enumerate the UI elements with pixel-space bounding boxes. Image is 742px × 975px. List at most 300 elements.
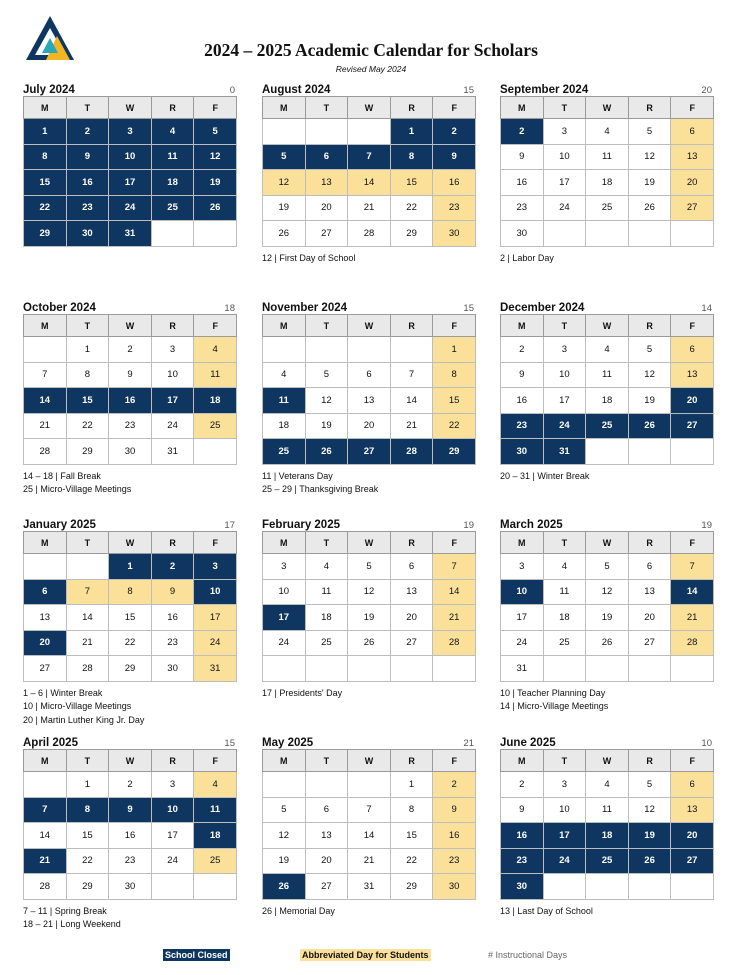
week-row [501,119,714,145]
week-row [501,221,714,247]
day-cell: 2 [433,772,476,798]
weekday-header: T [305,750,348,772]
day-cell [433,656,476,682]
day-cell [348,337,391,363]
day-cell [348,119,391,145]
day-cell [263,772,306,798]
week-row [24,605,237,631]
day-cell: 11 [151,144,194,170]
day-cell: 19 [628,170,671,196]
weekday-header: W [348,97,391,119]
day-cell: 12 [263,823,306,849]
day-cell: 11 [543,579,586,605]
day-cell: 1 [390,772,433,798]
day-cell: 23 [501,413,544,439]
weekday-row [263,750,476,772]
month-block [500,301,714,483]
day-cell: 29 [390,221,433,247]
weekday-header: F [194,750,237,772]
day-cell: 9 [109,362,152,388]
day-cell: 8 [109,579,152,605]
day-cell: 30 [433,221,476,247]
month-header [262,518,476,531]
week-row [24,848,237,874]
day-cell: 31 [109,221,152,247]
day-cell: 9 [501,144,544,170]
day-cell: 4 [263,362,306,388]
day-cell [24,337,67,363]
day-cell [671,439,714,465]
day-cell: 23 [109,848,152,874]
note-item: 25 | Micro-Village Meetings [23,484,132,494]
week-row [24,337,237,363]
day-cell: 15 [390,823,433,849]
day-cell: 4 [586,119,629,145]
day-cell: 11 [194,797,237,823]
day-cell: 30 [501,221,544,247]
day-cell: 2 [151,554,194,580]
week-row [501,874,714,900]
week-row [263,195,476,221]
day-cell: 16 [501,388,544,414]
day-cell: 9 [433,797,476,823]
weekday-header: R [628,97,671,119]
week-row [24,170,237,196]
day-cell: 15 [24,170,67,196]
day-cell [305,772,348,798]
week-row [263,413,476,439]
note-item: 10 | Micro-Village Meetings [23,701,132,711]
day-cell: 21 [66,630,109,656]
note-item: 13 | Last Day of School [500,905,593,916]
day-cell: 2 [501,772,544,798]
week-row [24,772,237,798]
day-cell: 12 [628,797,671,823]
day-cell: 1 [66,772,109,798]
month-name: July 2024 [23,84,75,96]
weekday-row [263,315,476,337]
weekday-row [24,97,237,119]
weekday-header: T [66,315,109,337]
weekday-header: W [109,750,152,772]
day-cell: 20 [390,605,433,631]
day-cell: 27 [305,874,348,900]
day-cell: 30 [151,656,194,682]
day-cell [586,439,629,465]
day-cell: 25 [586,195,629,221]
day-cell: 2 [109,337,152,363]
week-row [501,848,714,874]
month-block [23,301,237,497]
day-cell: 10 [194,579,237,605]
day-cell: 8 [24,144,67,170]
week-row [263,797,476,823]
day-cell: 12 [263,170,306,196]
day-cell: 19 [263,848,306,874]
month-header [500,301,714,314]
weekday-header: R [628,315,671,337]
day-cell: 13 [390,579,433,605]
week-row [263,439,476,465]
day-cell: 25 [586,413,629,439]
day-cell: 10 [109,144,152,170]
weekday-header: F [194,97,237,119]
day-cell: 19 [305,413,348,439]
day-cell: 6 [671,772,714,798]
week-row [263,772,476,798]
day-cell: 20 [671,170,714,196]
month-notes [500,252,714,266]
month-notes [500,470,714,484]
week-row [24,874,237,900]
weekday-row [501,750,714,772]
week-row [501,170,714,196]
day-cell: 23 [433,195,476,221]
day-cell: 17 [543,388,586,414]
day-cell [305,119,348,145]
month-table [23,749,237,900]
day-cell: 1 [24,119,67,145]
weekday-header: R [151,315,194,337]
day-cell: 29 [433,439,476,465]
week-row [24,656,237,682]
day-cell: 13 [671,144,714,170]
month-table [262,749,476,900]
week-row [263,656,476,682]
month-block [262,301,476,497]
day-cell: 19 [263,195,306,221]
week-row [501,823,714,849]
weekday-header: T [543,97,586,119]
day-cell [671,656,714,682]
week-row [501,362,714,388]
weekday-header: F [671,315,714,337]
month-table [262,96,476,247]
legend-abbreviated-day: Abbreviated Day for Students [302,950,429,960]
day-cell [348,772,391,798]
week-row [24,797,237,823]
day-cell: 3 [543,119,586,145]
weekday-header: T [66,97,109,119]
weekday-row [263,532,476,554]
day-cell: 6 [390,554,433,580]
day-cell: 25 [543,630,586,656]
weekday-header: M [263,750,306,772]
month-name: December 2024 [500,302,585,314]
day-cell: 15 [66,823,109,849]
day-cell: 18 [586,170,629,196]
day-cell: 28 [24,439,67,465]
weekday-header: M [24,750,67,772]
day-cell: 25 [263,439,306,465]
weekday-header: R [390,750,433,772]
day-cell: 5 [263,144,306,170]
month-table [500,531,714,682]
month-header [500,518,714,531]
day-cell [348,656,391,682]
day-cell: 11 [586,362,629,388]
week-row [24,413,237,439]
weekday-header: T [543,315,586,337]
week-row [24,579,237,605]
day-cell: 17 [543,823,586,849]
weekday-header: R [151,532,194,554]
day-cell: 18 [151,170,194,196]
month-table [500,314,714,465]
day-cell: 22 [109,630,152,656]
day-cell [263,119,306,145]
week-row [263,119,476,145]
instructional-days-count: 10 [701,738,712,749]
instructional-days-count: 15 [463,85,474,96]
day-cell: 18 [543,605,586,631]
day-cell [586,874,629,900]
day-cell: 17 [263,605,306,631]
month-block [500,518,714,714]
day-cell: 22 [390,195,433,221]
day-cell: 4 [543,554,586,580]
instructional-days-count: 0 [229,85,235,96]
day-cell: 14 [24,823,67,849]
day-cell: 13 [24,605,67,631]
month-block [23,83,237,252]
weekday-header: R [151,97,194,119]
weekday-row [24,315,237,337]
day-cell [390,656,433,682]
day-cell: 10 [151,797,194,823]
month-name: June 2025 [500,737,556,749]
day-cell: 21 [348,195,391,221]
instructional-days-count: 19 [701,520,712,531]
day-cell: 1 [433,337,476,363]
day-cell: 14 [348,170,391,196]
month-name: October 2024 [23,302,96,314]
day-cell: 7 [348,144,391,170]
day-cell: 18 [305,605,348,631]
weekday-header: F [671,532,714,554]
day-cell: 14 [390,388,433,414]
day-cell: 30 [66,221,109,247]
day-cell: 4 [305,554,348,580]
month-table [23,314,237,465]
page-title: 2024 – 2025 Academic Calendar for Scholars [204,40,538,60]
week-row [24,195,237,221]
instructional-days-count: 15 [224,738,235,749]
day-cell: 21 [348,848,391,874]
day-cell: 24 [263,630,306,656]
weekday-header: F [671,97,714,119]
day-cell: 23 [109,413,152,439]
day-cell: 9 [109,797,152,823]
day-cell: 10 [543,362,586,388]
day-cell: 16 [433,823,476,849]
day-cell: 4 [194,772,237,798]
day-cell: 5 [263,797,306,823]
day-cell: 25 [194,848,237,874]
day-cell: 11 [305,579,348,605]
weekday-header: W [586,315,629,337]
week-row [501,605,714,631]
week-row [24,439,237,465]
day-cell: 17 [151,823,194,849]
day-cell: 6 [671,337,714,363]
month-table [262,314,476,465]
month-name: May 2025 [262,737,314,749]
day-cell: 3 [501,554,544,580]
day-cell [543,221,586,247]
day-cell: 4 [586,772,629,798]
note-item: 14 – 18 | Fall Break [23,470,101,481]
day-cell: 13 [628,579,671,605]
day-cell: 20 [305,848,348,874]
week-row [263,362,476,388]
weekday-header: T [305,315,348,337]
note-item: 10 | Teacher Planning Day [500,687,606,698]
day-cell: 5 [305,362,348,388]
day-cell: 3 [263,554,306,580]
day-cell: 15 [66,388,109,414]
day-cell: 20 [348,413,391,439]
day-cell: 5 [348,554,391,580]
weekday-row [501,97,714,119]
day-cell: 20 [24,630,67,656]
weekday-header: M [24,315,67,337]
month-table [500,749,714,900]
day-cell: 30 [433,874,476,900]
note-item: 1 – 6 | Winter Break [23,687,103,698]
month-notes [262,687,476,701]
weekday-header: F [194,532,237,554]
day-cell: 20 [628,605,671,631]
month-notes [23,687,237,728]
day-cell: 14 [671,579,714,605]
month-block [23,518,237,727]
day-cell: 30 [109,439,152,465]
day-cell: 17 [151,388,194,414]
month-name: April 2025 [23,737,78,749]
month-table [262,531,476,682]
day-cell: 23 [501,195,544,221]
day-cell: 25 [305,630,348,656]
day-cell: 23 [433,848,476,874]
day-cell: 31 [543,439,586,465]
week-row [501,656,714,682]
weekday-header: F [671,750,714,772]
day-cell: 10 [151,362,194,388]
month-block [500,736,714,918]
day-cell: 31 [501,656,544,682]
day-cell: 7 [671,554,714,580]
weekday-header: T [543,532,586,554]
day-cell: 16 [109,388,152,414]
day-cell: 31 [348,874,391,900]
day-cell: 2 [501,119,544,145]
day-cell: 27 [671,413,714,439]
day-cell: 14 [66,605,109,631]
day-cell: 15 [390,170,433,196]
month-notes [23,470,237,497]
month-name: November 2024 [262,302,348,314]
day-cell: 20 [671,823,714,849]
month-notes [262,252,476,266]
week-row [263,874,476,900]
day-cell: 18 [586,388,629,414]
day-cell: 5 [194,119,237,145]
week-row [501,337,714,363]
day-cell: 3 [109,119,152,145]
day-cell: 1 [390,119,433,145]
day-cell: 21 [24,413,67,439]
day-cell [24,554,67,580]
week-row [263,554,476,580]
day-cell [628,874,671,900]
month-block [23,736,237,932]
day-cell: 19 [194,170,237,196]
weekday-header: R [390,97,433,119]
day-cell: 16 [109,823,152,849]
month-name: January 2025 [23,519,96,531]
weekday-header: W [586,97,629,119]
weekday-header: R [628,750,671,772]
day-cell: 16 [433,170,476,196]
day-cell: 15 [433,388,476,414]
day-cell: 4 [194,337,237,363]
day-cell: 18 [194,823,237,849]
day-cell: 3 [543,337,586,363]
month-header [23,83,237,96]
day-cell: 6 [305,144,348,170]
day-cell: 11 [586,797,629,823]
day-cell [263,337,306,363]
day-cell [263,656,306,682]
day-cell: 10 [263,579,306,605]
day-cell: 23 [151,630,194,656]
day-cell: 26 [628,848,671,874]
day-cell: 22 [66,848,109,874]
day-cell: 28 [66,656,109,682]
day-cell: 30 [501,874,544,900]
day-cell: 22 [24,195,67,221]
day-cell: 30 [109,874,152,900]
day-cell: 3 [151,337,194,363]
day-cell: 19 [348,605,391,631]
day-cell: 31 [151,439,194,465]
week-row [24,362,237,388]
week-row [24,823,237,849]
day-cell: 17 [109,170,152,196]
day-cell: 26 [628,413,671,439]
day-cell [305,656,348,682]
day-cell: 28 [390,439,433,465]
day-cell: 27 [671,195,714,221]
weekday-header: M [263,532,306,554]
day-cell: 11 [194,362,237,388]
month-block [500,83,714,265]
day-cell: 8 [66,797,109,823]
month-table [23,531,237,682]
day-cell: 13 [671,362,714,388]
month-block [262,736,476,918]
day-cell: 12 [348,579,391,605]
day-cell: 6 [628,554,671,580]
day-cell: 9 [66,144,109,170]
weekday-header: M [24,532,67,554]
week-row [263,848,476,874]
day-cell: 28 [433,630,476,656]
week-row [501,630,714,656]
day-cell: 13 [305,170,348,196]
week-row [24,221,237,247]
